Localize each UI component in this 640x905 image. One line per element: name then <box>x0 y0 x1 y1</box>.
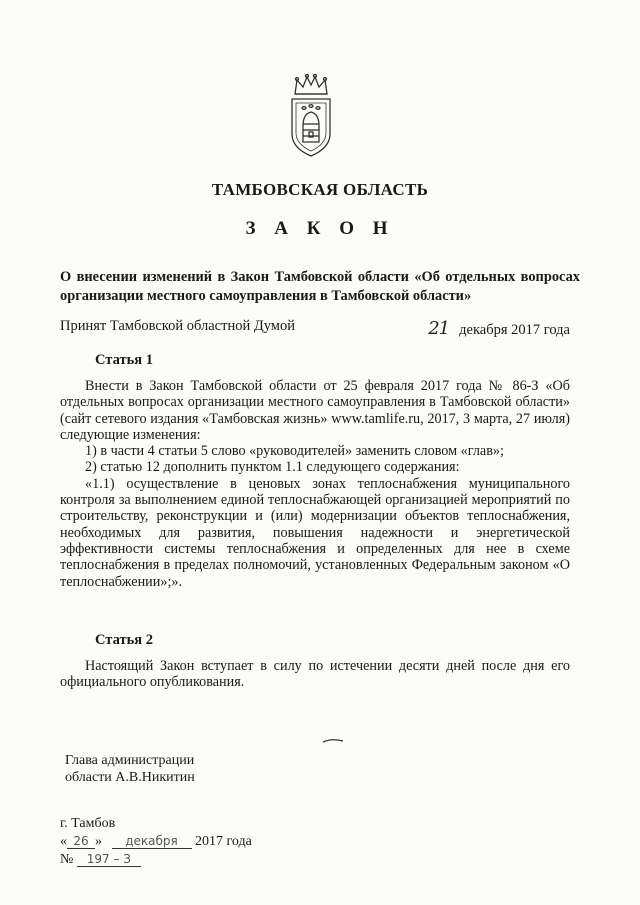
signing-year: 2017 года <box>195 834 252 849</box>
article-2-paragraph: Настоящий Закон вступает в силу по истечении десяти дней после дня его официального опубликования. <box>60 658 570 691</box>
adoption-line <box>60 318 580 339</box>
article-1-paragraph: Внести в Закон Тамбовской области от 25 февраля 2017 года № 86-З «Об отдельных вопросах организации местного самоуправления в Тамбовской области» (сайт сетевого издания «Тамбовская жизнь» www.tamlife.ru, 2017, 3 марта, 27 июля) следующие изменения: <box>60 378 570 443</box>
pen-mark-icon <box>322 738 344 744</box>
signing-day: 26 <box>67 834 95 849</box>
signing-date <box>60 833 252 851</box>
region-name: ТАМБОВСКАЯ ОБЛАСТЬ <box>211 180 429 199</box>
document-type: З А К О Н <box>245 218 395 239</box>
article-1-body <box>60 378 570 590</box>
city: г. Тамбов <box>60 816 116 831</box>
handwritten-day: 21 <box>428 318 450 339</box>
article-1-paragraph: «1.1) осуществление в ценовых зонах теплоснабжения муниципального контроля за выполнением единой теплоснабжающей организацией мероприятий по строительству, реконструкции и (или) модернизации объектов теплоснабжения, необходимых для развития, повышения надежности и энергетической эффективности системы теплоснабжения и определенных для нее в схеме теплоснабжения в пределах полномочий, установленных Федеральным законом «О теплоснабжении»;». <box>60 475 570 590</box>
quote-open: « <box>60 834 67 849</box>
article-1-paragraph: 1) в части 4 статьи 5 слово «руководителей» заменить словом «глав»; <box>85 443 504 460</box>
signatory-name: области А.В.Никитин <box>65 770 195 785</box>
adoption-date <box>428 318 570 339</box>
law-number <box>60 851 252 869</box>
adopted-by: Принят Тамбовской областной Думой <box>60 318 295 334</box>
law-title: О внесении изменений в Закон Тамбовской области «Об отдельных вопросах организации местного самоуправления в Тамбовской области» <box>60 269 580 304</box>
article-2-heading: Статья 2 <box>95 632 153 648</box>
adoption-month-year: декабря 2017 года <box>459 322 570 338</box>
number-value: 197 – З <box>77 852 141 867</box>
place-date-number <box>60 815 252 869</box>
article-1-heading: Статья 1 <box>95 352 153 368</box>
article-1-paragraph: 2) статью 12 дополнить пунктом 1.1 следующего содержания: <box>85 459 460 476</box>
coat-of-arms-icon <box>283 72 339 160</box>
article-2-body <box>60 658 570 691</box>
number-label: № <box>60 852 74 867</box>
signing-month: декабря <box>112 834 192 849</box>
signature-block <box>65 752 195 786</box>
quote-close: » <box>95 834 102 849</box>
signatory-position: Глава администрации <box>65 753 195 768</box>
